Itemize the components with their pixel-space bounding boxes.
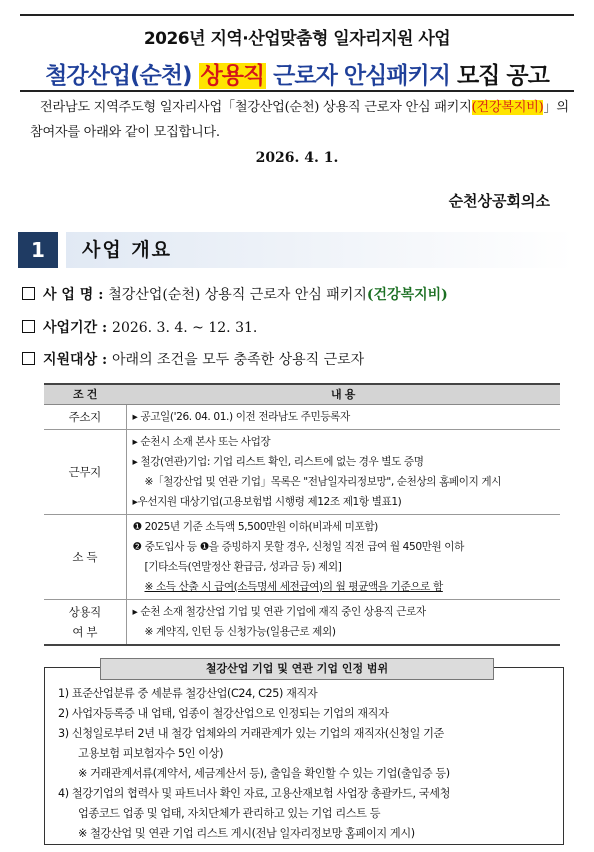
item-value: 철강산업(순천) 상용직 근로자 안심 패키지 bbox=[108, 287, 367, 303]
title-box bbox=[20, 14, 574, 92]
recognition-list bbox=[58, 684, 558, 844]
row-line: ▸ 순천 소재 철강산업 기업 및 연관 기업에 재직 중인 상용직 근로자 bbox=[132, 605, 426, 618]
row-line: ❷ 중도입사 등 ❶을 증빙하지 못할 경우, 신청일 직전 급여 월 450만원 이하 bbox=[132, 540, 464, 553]
row-label: 소 득 bbox=[44, 514, 126, 599]
intro-text-highlight: (건강복지비) bbox=[471, 100, 544, 115]
overview-item-name: 사 업 명 : 철강산업(순천) 상용직 근로자 안심 패키지(건강복지비) bbox=[22, 284, 448, 304]
table-row bbox=[44, 404, 560, 429]
row-label-line: 상용직 bbox=[68, 604, 101, 619]
row-content bbox=[126, 429, 560, 514]
row-line: ※「철강산업 및 연관 기업」목록은 "전남일자리정보망", 순천상의 홈페이지 게시 bbox=[144, 475, 502, 488]
section-title: 사업 개요 bbox=[82, 239, 173, 261]
row-label: 주소지 bbox=[44, 404, 126, 429]
title-line1: 2026년 지역·산업맞춤형 일자리지원 사업 bbox=[143, 29, 451, 49]
row-line: ▸우선지원 대상기업(고용보험법 시행령 제12조 제1항 별표1) bbox=[132, 495, 402, 508]
row-content bbox=[126, 514, 560, 599]
table-row bbox=[44, 599, 560, 645]
table-row bbox=[44, 514, 560, 599]
table-row bbox=[44, 429, 560, 514]
recognition-line: 3) 신청일로부터 2년 내 철강 업체와의 거래관계가 있는 기업의 재직자(신청일 기준 bbox=[58, 727, 444, 740]
row-content bbox=[126, 599, 560, 645]
row-line: ▸ 순천시 소재 본사 또는 사업장 bbox=[132, 435, 271, 448]
overview-item-period: 사업기간 : 2026. 3. 4. ~ 12. 31. bbox=[22, 317, 257, 337]
row-line: ※ 소득 산출 시 급여(소득명세 세전급여)의 월 평균액을 기준으로 함 bbox=[144, 580, 443, 593]
title-part-c: 근로자 안심패키지 bbox=[266, 63, 457, 89]
row-content bbox=[126, 404, 560, 429]
recognition-line: 고용보험 피보험자수 5인 이상) bbox=[78, 747, 224, 760]
table-header-condition: 조 건 bbox=[44, 384, 126, 404]
table-header-row bbox=[44, 384, 560, 404]
recognition-line: 1) 표준산업분류 중 세분류 철강산업(C24, C25) 재직자 bbox=[58, 687, 318, 700]
section-number: 1 bbox=[18, 232, 58, 268]
row-label: 근무지 bbox=[44, 429, 126, 514]
title-part-a: 철강산업(순천) bbox=[45, 63, 199, 89]
row-label-line: 여 부 bbox=[72, 624, 98, 639]
row-label bbox=[44, 599, 126, 645]
intro-text-a: 전라남도 지역주도형 일자리사업「철강산업(순천) 상용직 근로자 안심 패키지 bbox=[40, 100, 472, 115]
row-line: ※ 계약직, 인턴 등 신청가능(일용근로 제외) bbox=[144, 625, 336, 638]
conditions-table bbox=[44, 383, 560, 646]
intro-text-c: 」의 참여자를 아래와 같이 모집합니다. bbox=[30, 100, 569, 140]
row-line: ▸ 철강(연관)기업: 기업 리스트 확인, 리스트에 없는 경우 별도 증명 bbox=[132, 455, 424, 468]
row-line: ▸ 공고일('26. 04. 01.) 이전 전라남도 주민등록자 bbox=[132, 410, 350, 423]
announcement-date: 2026. 4. 1. bbox=[255, 150, 339, 166]
table-header-content: 내 용 bbox=[126, 384, 560, 404]
organization-name: 순천상공회의소 bbox=[448, 192, 550, 210]
checkbox-square-icon bbox=[22, 320, 35, 333]
title-part-d: 모집 공고 bbox=[456, 63, 549, 89]
recognition-title: 철강산업 기업 및 연관 기업 인정 범위 bbox=[100, 658, 494, 680]
item-label: 사업기간 bbox=[43, 320, 98, 336]
item-label: 사 업 명 bbox=[43, 287, 94, 303]
recognition-line: 2) 사업자등록증 내 업태, 업종이 철강산업으로 인정되는 기업의 재직자 bbox=[58, 707, 389, 720]
recognition-line: ※ 철강산업 및 연관 기업 리스트 게시(전남 일자리정보망 홈페이지 게시) bbox=[78, 827, 415, 840]
item-value: 아래의 조건을 모두 충족한 상용직 근로자 bbox=[112, 352, 365, 368]
recognition-line: ※ 거래관계서류(계약서, 세금계산서 등), 출입을 확인할 수 있는 기업(출입증 등) bbox=[78, 767, 450, 780]
overview-item-target: 지원대상 : 아래의 조건을 모두 충족한 상용직 근로자 bbox=[22, 349, 364, 369]
title-line2 bbox=[20, 57, 574, 90]
checkbox-square-icon bbox=[22, 287, 35, 300]
recognition-line: 업종코드 업종 및 업태, 자치단체가 관리하고 있는 기업 리스트 등 bbox=[78, 807, 381, 820]
intro-paragraph bbox=[30, 95, 570, 145]
section-header bbox=[18, 232, 574, 268]
item-value-green: (건강복지비) bbox=[366, 287, 448, 303]
recognition-line: 4) 철강기업의 협력사 및 파트너사 확인 자료, 고용산재보험 사업장 총괄카드, 국세청 bbox=[58, 787, 450, 800]
item-value: 2026. 3. 4. ~ 12. 31. bbox=[112, 320, 258, 336]
row-line: [기타소득(연말정산 환급금, 성과금 등) 제외] bbox=[144, 560, 342, 573]
item-label: 지원대상 bbox=[43, 352, 98, 368]
row-line: ❶ 2025년 기준 소득액 5,500만원 이하(비과세 미포함) bbox=[132, 520, 378, 533]
checkbox-square-icon bbox=[22, 352, 35, 365]
title-part-highlight: 상용직 bbox=[200, 63, 265, 89]
